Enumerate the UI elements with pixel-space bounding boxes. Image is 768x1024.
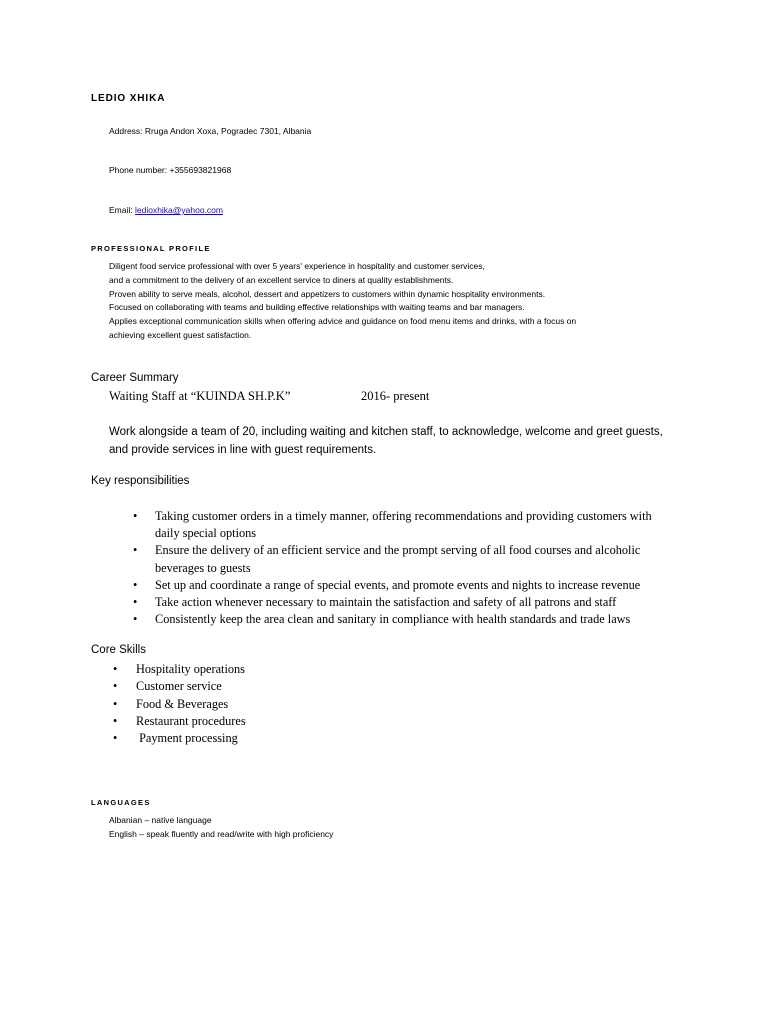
job-dates: 2016- present (361, 389, 430, 403)
job-description-line: Work alongside a team of 20, including waiting and kitchen staff, to acknowledge, welcome and greet guests, (109, 426, 663, 438)
list-item (113, 713, 246, 730)
languages-heading: LANGUAGES (91, 798, 151, 807)
list-item-text: Consistently keep the area clean and sanitary in compliance with health standards and trade laws (155, 612, 631, 627)
core-skills-list (113, 661, 246, 747)
bullet-icon: • (113, 713, 118, 728)
bullet-icon: • (133, 509, 138, 523)
job-description (109, 423, 663, 459)
bullet-icon: • (113, 662, 118, 676)
job-title: Waiting Staff at “KUINDA SH.P.K” (109, 389, 291, 403)
address-line: Address: Rruga Andon Xoxa, Pogradec 7301, Albania (109, 126, 312, 136)
bullet-icon: • (113, 731, 118, 746)
bullet-icon: • (133, 612, 138, 627)
list-item (113, 678, 246, 695)
skill-label: Payment processing (136, 731, 238, 746)
key-responsibilities-heading: Key responsibilities (91, 475, 190, 487)
profile-line: Proven ability to serve meals, alcohol, dessert and appetizers to customers within dynamic hospitality environments. (109, 288, 546, 299)
bullet-icon: • (133, 595, 138, 610)
language-item: English – speak fluently and read/write with high proficiency (109, 828, 334, 839)
bullet-icon: • (133, 543, 138, 558)
list-item (133, 577, 733, 594)
skill-label: Restaurant procedures (136, 713, 246, 728)
list-item (113, 661, 246, 678)
professional-profile-text (109, 260, 669, 343)
candidate-name: LEDIO XHIKA (91, 93, 166, 104)
bullet-icon: • (133, 577, 138, 592)
list-item-text: Ensure the delivery of an efficient service and the prompt serving of all food courses and alcoholic (155, 543, 641, 558)
list-item (133, 594, 733, 611)
profile-line: and a commitment to the delivery of an excellent service to diners at quality establishments. (109, 274, 454, 285)
email-line (109, 205, 223, 215)
bullet-icon: • (113, 696, 118, 711)
profile-line: Focused on collaborating with teams and building effective relationships with waiting teams and bar managers. (109, 302, 525, 313)
core-skills-heading: Core Skills (91, 644, 146, 656)
responsibilities-list (133, 508, 733, 628)
profile-line: Diligent food service professional with over 5 years' experience in hospitality and customer services, (109, 261, 485, 271)
profile-line: achieving excellent guest satisfaction. (109, 329, 252, 340)
profile-line: Applies exceptional communication skills when offering advice and guidance on food menu items and drinks, with a focus on (109, 316, 577, 327)
language-item: Albanian – native language (109, 815, 212, 825)
professional-profile-heading: PROFESSIONAL PROFILE (91, 244, 211, 253)
skill-label: Food & Beverages (136, 696, 229, 711)
email-link[interactable]: ledioxhika@yahoo.com (134, 205, 223, 215)
list-item-text: Taking customer orders in a timely manner, offering recommendations and providing customers with (155, 509, 652, 523)
job-description-line: and provide services in line with guest requirements. (109, 444, 377, 456)
list-item (133, 508, 733, 542)
email-label: Email: (109, 205, 135, 215)
skill-label: Hospitality operations (136, 662, 245, 676)
bullet-icon: • (113, 679, 118, 694)
list-item (133, 611, 733, 628)
list-item-text: daily special options (155, 526, 257, 541)
list-item-text: beverages to guests (155, 560, 251, 575)
list-item (113, 730, 246, 747)
career-summary-heading: Career Summary (91, 372, 179, 384)
list-item (133, 542, 733, 576)
skill-label: Customer service (136, 679, 222, 694)
list-item (113, 696, 246, 713)
list-item-text: Take action whenever necessary to maintain the satisfaction and safety of all patrons and staff (155, 595, 617, 610)
phone-line: Phone number: +355693821968 (109, 165, 232, 175)
list-item-text: Set up and coordinate a range of special events, and promote events and nights to increase revenue (155, 577, 641, 592)
languages-list (109, 814, 333, 841)
